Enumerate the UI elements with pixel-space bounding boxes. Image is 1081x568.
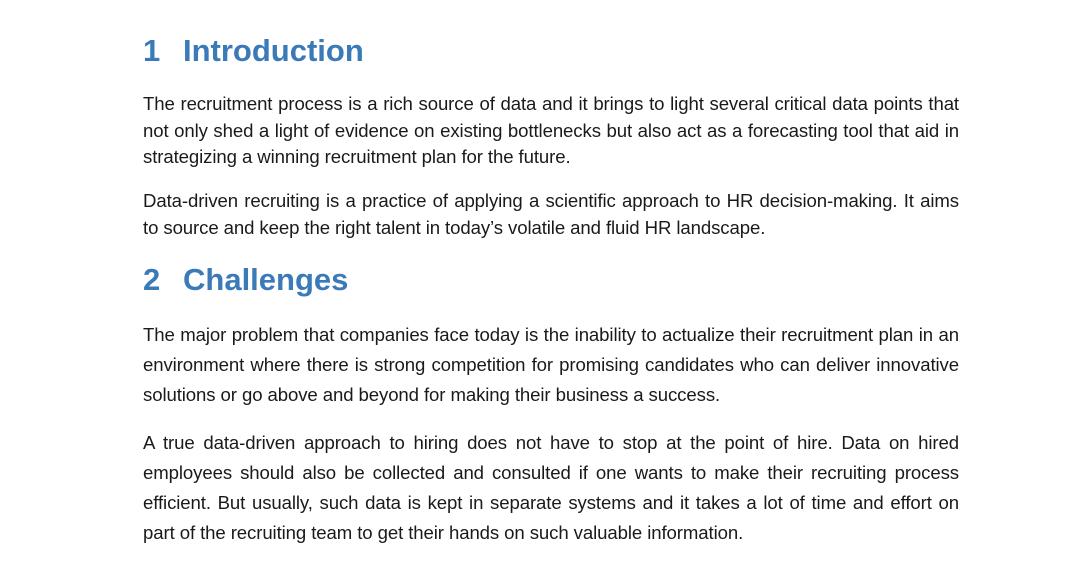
- section-number: 2: [143, 262, 161, 297]
- section-heading: [143, 262, 348, 298]
- section-heading: [143, 33, 364, 69]
- section-title: Introduction: [183, 33, 364, 68]
- paragraph: The major problem that companies face today is the inability to actualize their recruitment plan in an environment where there is strong competition for promising candidates who can deliver innovative solutions or go above and beyond for making their business a success.: [143, 324, 959, 405]
- paragraph: A true data-driven approach to hiring does not have to stop at the point of hire. Data on hired employees should also be collected and consulted if one wants to make their recruiting process efficient. But usually, such data is kept in separate systems and it takes a lot of time and effort on part of the recruiting team to get their hands on such valuable information.: [143, 432, 959, 543]
- section-title: Challenges: [183, 262, 349, 297]
- paragraph: Data-driven recruiting is a practice of applying a scientific approach to HR decision-making. It aims to source and keep the right talent in today’s volatile and fluid HR landscape.: [143, 190, 959, 238]
- section-number: 1: [143, 33, 161, 68]
- paragraph: The recruitment process is a rich source of data and it brings to light several critical data points that not only shed a light of evidence on existing bottlenecks but also act as a forecasting tool that aid in strategizing a winning recruitment plan for the future.: [143, 93, 959, 167]
